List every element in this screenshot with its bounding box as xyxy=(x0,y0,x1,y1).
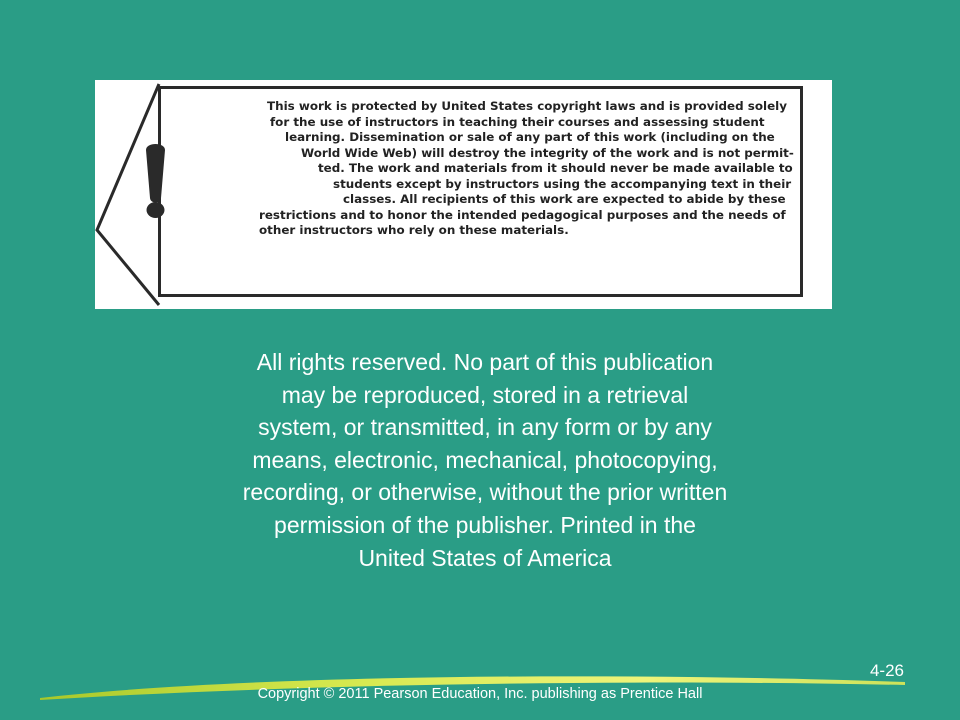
notice-line: learning. Dissemination or sale of any part of this work (including on the xyxy=(285,130,775,144)
notice-line: World Wide Web) will destroy the integrity of the work and is not permit- xyxy=(301,145,794,160)
notice-line: ted. The work and materials from it should never be made available to xyxy=(318,161,793,175)
rights-line: permission of the publisher. Printed in the xyxy=(274,511,696,538)
rights-line: recording, or otherwise, without the prior written xyxy=(242,479,728,506)
notice-text xyxy=(259,99,795,239)
rights-line: may be reproduced, stored in a retrieval xyxy=(281,381,689,408)
notice-line: This work is protected by United States copyright laws and is provided solely xyxy=(267,99,787,113)
notice-line: other instructors who rely on these materials. xyxy=(259,223,569,237)
rights-line: means, electronic, mechanical, photocopying, xyxy=(252,446,718,473)
rights-line: United States of America xyxy=(358,544,612,571)
warning-triangle-icon xyxy=(95,80,230,309)
slide-number: 4-26 xyxy=(869,661,904,680)
notice-line: classes. All recipients of this work are expected to abide by these xyxy=(343,192,786,206)
copyright-footer: Copyright © 2011 Pearson Education, Inc. publishing as Prentice Hall xyxy=(257,686,703,702)
notice-line: for the use of instructors in teaching their courses and assessing student xyxy=(270,114,765,129)
notice-line: students except by instructors using the accompanying text in their xyxy=(333,176,792,191)
rights-line: system, or transmitted, in any form or by any xyxy=(258,414,712,441)
rights-reserved-text xyxy=(180,346,790,574)
notice-line: restrictions and to honor the intended pedagogical purposes and the needs of xyxy=(259,207,786,222)
rights-line: All rights reserved. No part of this publication xyxy=(256,349,714,375)
copyright-notice-panel xyxy=(95,80,832,309)
